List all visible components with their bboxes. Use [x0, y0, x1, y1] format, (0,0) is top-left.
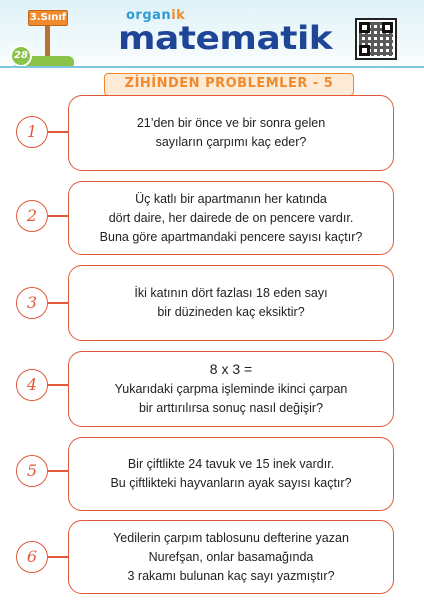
problem-line: Yedilerin çarpım tablosunu defterine yazan	[113, 530, 349, 545]
problem-box	[68, 265, 394, 341]
qr-finder	[359, 45, 370, 56]
problem-box	[68, 181, 394, 255]
problem-number: 6	[16, 541, 48, 573]
problem-line: bir düzineden kaç eksiktir?	[157, 305, 305, 319]
problem-box	[68, 437, 394, 511]
grade-sign	[28, 10, 68, 26]
problem-line: Üç katlı bir apartmanın her katında	[135, 191, 327, 206]
page-number-badge: 28	[10, 45, 32, 67]
qr-finder	[382, 22, 393, 33]
connector-line	[48, 215, 68, 217]
problem-number: 2	[16, 200, 48, 232]
logo-title: matematik	[118, 20, 333, 57]
page-title: ZİHİNDEN PROBLEMLER - 5	[104, 73, 354, 96]
qr-code-icon[interactable]	[355, 18, 397, 60]
connector-line	[48, 470, 68, 472]
problem-box	[68, 95, 394, 171]
logo-subtitle-prefix: organ	[126, 8, 172, 23]
header-divider	[0, 66, 424, 68]
problem-line: Nurefşan, onlar basamağında	[148, 549, 314, 564]
problem-number: 5	[16, 455, 48, 487]
connector-line	[48, 384, 68, 386]
logo-subtitle-accent: ik	[171, 8, 186, 23]
problem-line: 3 rakamı bulunan kaç sayı yazmıştır?	[127, 568, 335, 583]
problem-line: dört daire, her dairede de on pencere vardır.	[108, 210, 354, 225]
problem-number: 3	[16, 287, 48, 319]
grade-label: 3.Sınıf	[29, 12, 67, 23]
problem-line: Yukarıdaki çarpma işleminde ikinci çarpan	[114, 382, 348, 396]
connector-line	[48, 302, 68, 304]
sign-pole	[45, 26, 50, 58]
problem-line: Buna göre apartmandaki pencere sayısı kaçtır?	[99, 229, 363, 244]
qr-finder	[359, 22, 370, 33]
problem-line: 21’den bir önce ve bir sonra gelen	[136, 116, 326, 130]
problem-box	[68, 520, 394, 594]
problem-line: sayıların çarpımı kaç eder?	[155, 135, 307, 149]
connector-line	[48, 131, 68, 133]
problem-equation: 8 x 3 =	[209, 361, 253, 377]
problem-number: 4	[16, 369, 48, 401]
problem-line: bir arttırılırsa sonuç nasıl değişir?	[138, 401, 324, 415]
problem-line: İki katının dört fazlası 18 eden sayı	[134, 286, 328, 300]
problem-line: Bir çiftlikte 24 tavuk ve 15 inek vardır.	[127, 457, 335, 471]
problem-box	[68, 351, 394, 427]
connector-line	[48, 556, 68, 558]
problem-number: 1	[16, 116, 48, 148]
problem-line: Bu çiftlikteki hayvanların ayak sayısı kaçtır?	[110, 476, 352, 490]
